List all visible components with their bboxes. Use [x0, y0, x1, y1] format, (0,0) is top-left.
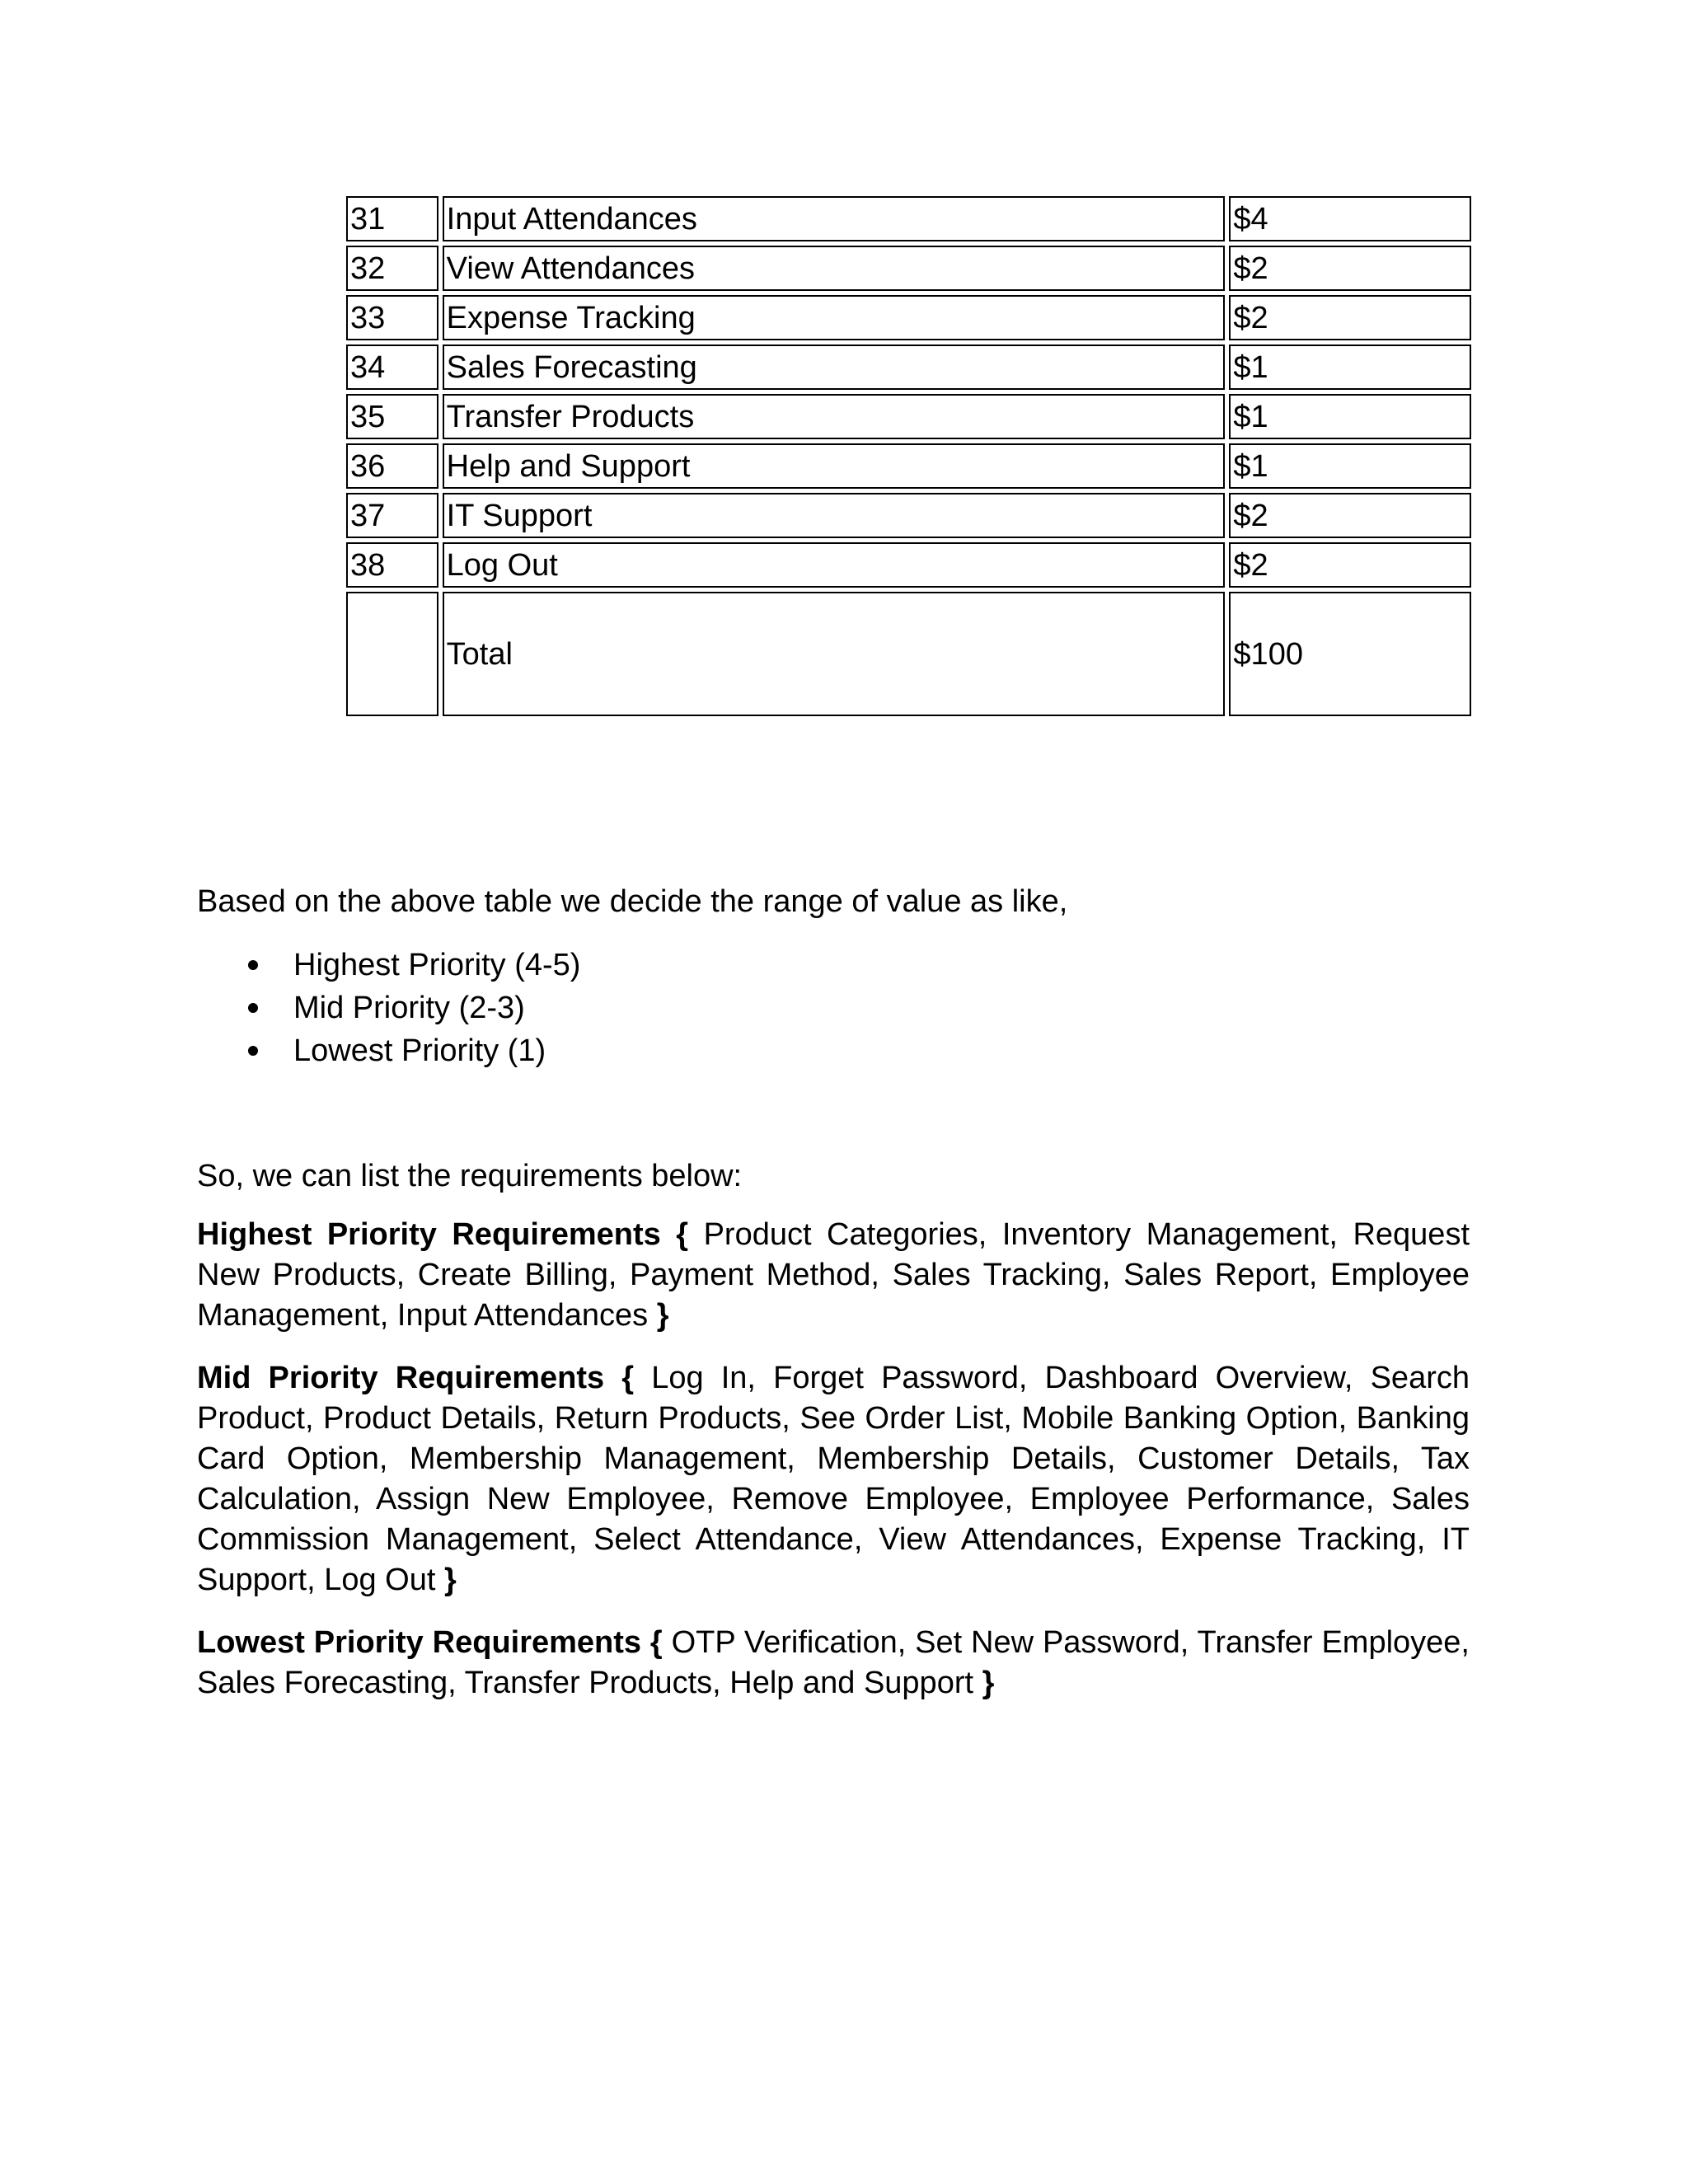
highest-priority-label: Highest Priority Requirements	[197, 1217, 661, 1252]
requirement-name: Transfer Products	[443, 394, 1226, 439]
total-label: Total	[443, 592, 1226, 716]
open-brace: {	[649, 1625, 663, 1660]
row-number: 38	[346, 542, 438, 588]
row-number: 37	[346, 493, 438, 538]
close-brace: }	[982, 1666, 995, 1700]
table-row	[346, 344, 1471, 390]
table-row	[346, 295, 1471, 340]
requirement-name: IT Support	[443, 493, 1226, 538]
requirement-name: Log Out	[443, 542, 1226, 588]
requirements-value-table	[342, 192, 1475, 720]
lowest-priority-items: OTP Verification, Set New Password, Transfer Employee, Sales Forecasting, Transfer Products, Help and Support	[197, 1625, 1470, 1700]
row-number: 35	[346, 394, 438, 439]
requirement-value: $2	[1229, 295, 1471, 340]
table-total-row	[346, 592, 1471, 716]
lowest-priority-label: Lowest Priority Requirements	[197, 1625, 642, 1660]
row-number: 34	[346, 344, 438, 390]
requirement-value: $4	[1229, 196, 1471, 241]
mid-priority-paragraph	[197, 1358, 1470, 1601]
open-brace: {	[676, 1217, 689, 1252]
highest-priority-paragraph	[197, 1215, 1470, 1336]
requirement-value: $2	[1229, 246, 1471, 291]
table-row	[346, 542, 1471, 588]
row-number: 32	[346, 246, 438, 291]
lowest-priority-paragraph	[197, 1623, 1470, 1704]
requirement-value: $1	[1229, 344, 1471, 390]
list-item	[197, 987, 580, 1029]
requirements-intro-text: So, we can list the requirements below:	[197, 1159, 743, 1193]
list-item	[197, 944, 580, 987]
requirement-name: Expense Tracking	[443, 295, 1226, 340]
bullet-icon	[248, 1003, 258, 1013]
list-item-text: Lowest Priority (1)	[293, 1033, 546, 1068]
requirement-value: $2	[1229, 493, 1471, 538]
requirement-name: Sales Forecasting	[443, 344, 1226, 390]
table-row	[346, 196, 1471, 241]
bullet-icon	[248, 960, 258, 970]
mid-priority-label: Mid Priority Requirements	[197, 1361, 605, 1395]
requirement-name: Input Attendances	[443, 196, 1226, 241]
row-number: 33	[346, 295, 438, 340]
close-brace: }	[656, 1298, 669, 1333]
requirement-value: $2	[1229, 542, 1471, 588]
bullet-icon	[248, 1046, 258, 1056]
requirement-name: Help and Support	[443, 443, 1226, 489]
total-row-number	[346, 592, 438, 716]
row-number: 36	[346, 443, 438, 489]
table-row	[346, 493, 1471, 538]
list-item-text: Mid Priority (2-3)	[293, 991, 525, 1025]
highest-priority-items: Product Categories, Inventory Management, Request New Products, Create Billing, Payment Method, Sales Tracking, Sales Report, Employee Management, Input Attendances	[197, 1217, 1470, 1333]
table-row	[346, 443, 1471, 489]
close-brace: }	[443, 1563, 457, 1597]
list-item	[197, 1029, 580, 1072]
requirement-name: View Attendances	[443, 246, 1226, 291]
range-intro-text: Based on the above table we decide the range of value as like,	[197, 884, 1068, 919]
requirement-value: $1	[1229, 443, 1471, 489]
table-row	[346, 394, 1471, 439]
requirement-value: $1	[1229, 394, 1471, 439]
row-number: 31	[346, 196, 438, 241]
total-value: $100	[1229, 592, 1471, 716]
open-brace: {	[621, 1361, 635, 1395]
list-item-text: Highest Priority (4-5)	[293, 948, 581, 982]
priority-range-list	[197, 944, 580, 1072]
mid-priority-items: Log In, Forget Password, Dashboard Overview, Search Product, Product Details, Return Products, See Order List, Mobile Banking Option, Banking Card Option, Membership Management, Membership Details, Customer Details, Tax Calculation, Assign New Employee, Remove Employee, Employee Performance, Sales Commission Management, Select Attendance, View Attendances, Expense Tracking, IT Support, Log Out	[197, 1361, 1470, 1597]
table-row	[346, 246, 1471, 291]
